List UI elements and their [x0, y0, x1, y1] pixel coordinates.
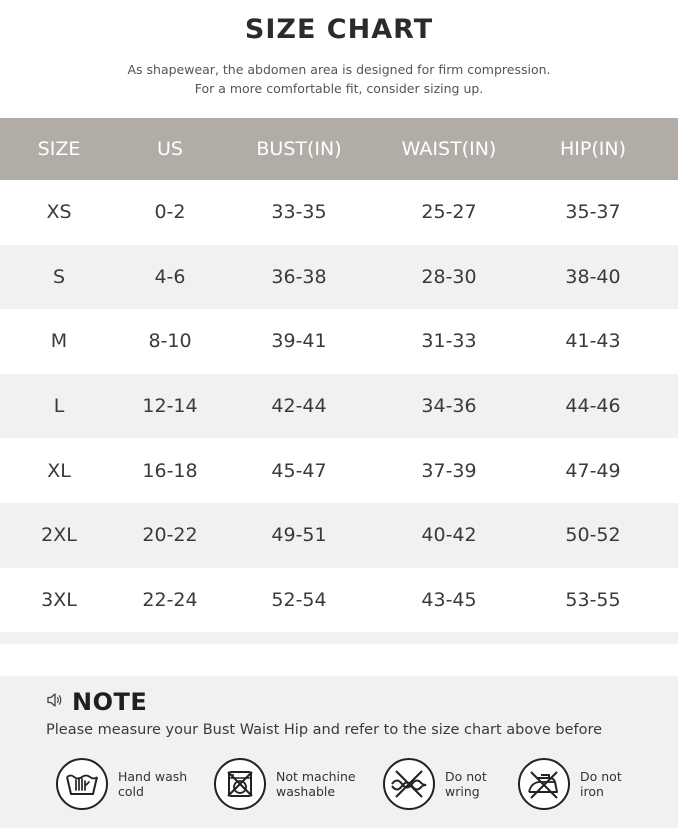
care-no-wring: [383, 758, 535, 810]
care-label-line1: Do not: [445, 769, 487, 784]
table-row: [0, 374, 678, 439]
note-heading: [46, 688, 147, 716]
cell-us: 22-24: [142, 588, 198, 611]
table-row: [0, 503, 678, 568]
cell-us: 20-22: [142, 524, 198, 547]
size-table: [0, 118, 678, 632]
care-label-line2: washable: [276, 784, 336, 799]
care-label-line1: Do not: [580, 769, 622, 784]
table-row: [0, 245, 678, 310]
cell-hip: 35-37: [565, 201, 621, 224]
no-machine-wash-icon: [214, 758, 266, 810]
divider-band: [0, 632, 678, 644]
cell-size: L: [53, 395, 65, 418]
speaker-icon: [46, 692, 64, 712]
care-label-line1: Hand wash: [118, 769, 188, 784]
cell-bust: 42-44: [271, 395, 327, 418]
cell-hip: 44-46: [565, 395, 621, 418]
note-text: Please measure your Bust Waist Hip and refer to the size chart above before: [46, 722, 603, 738]
note-panel: [0, 676, 678, 828]
note-title: NOTE: [72, 688, 148, 716]
care-no-machine-wash: [214, 758, 366, 810]
care-no-iron: [518, 758, 670, 810]
no-iron-icon: [518, 758, 570, 810]
cell-waist: 40-42: [421, 524, 477, 547]
table-row: [0, 180, 678, 245]
table-header-row: [0, 118, 678, 180]
care-label-line2: cold: [118, 784, 144, 799]
cell-size: S: [52, 265, 66, 288]
care-label-line1: Not machine: [276, 769, 356, 784]
cell-size: M: [50, 330, 68, 353]
table-row: [0, 568, 678, 633]
subtitle-line-2: For a more comfortable fit, consider sizing up.: [194, 81, 484, 96]
cell-bust: 33-35: [271, 201, 327, 224]
cell-bust: 49-51: [271, 524, 327, 547]
cell-size: 3XL: [41, 588, 77, 611]
cell-hip: 53-55: [565, 588, 621, 611]
cell-size: 2XL: [41, 524, 77, 547]
cell-bust: 36-38: [271, 265, 327, 288]
cell-hip: 47-49: [565, 459, 621, 482]
column-header-waist: WAIST(IN): [401, 138, 497, 160]
care-label-line2: iron: [580, 784, 604, 799]
column-header-size: SIZE: [37, 138, 81, 160]
page-title: SIZE CHART: [244, 14, 434, 45]
column-header-us: US: [157, 138, 183, 160]
cell-hip: 50-52: [565, 524, 621, 547]
no-wring-icon: [383, 758, 435, 810]
subtitle-line-1: As shapewear, the abdomen area is designed for firm compression.: [127, 62, 551, 77]
column-header-hip: HIP(IN): [560, 138, 626, 160]
cell-waist: 43-45: [421, 588, 477, 611]
cell-waist: 25-27: [421, 201, 477, 224]
table-row: [0, 438, 678, 503]
cell-hip: 41-43: [565, 330, 621, 353]
cell-bust: 52-54: [271, 588, 327, 611]
table-row: [0, 309, 678, 374]
cell-us: 8-10: [148, 330, 192, 353]
cell-waist: 28-30: [421, 265, 477, 288]
care-label-line2: wring: [445, 784, 480, 799]
cell-us: 0-2: [154, 201, 186, 224]
cell-size: XL: [47, 459, 71, 482]
cell-waist: 31-33: [421, 330, 477, 353]
cell-bust: 39-41: [271, 330, 327, 353]
cell-bust: 45-47: [271, 459, 327, 482]
cell-us: 12-14: [142, 395, 198, 418]
hand-wash-icon: [56, 758, 108, 810]
cell-waist: 37-39: [421, 459, 477, 482]
cell-waist: 34-36: [421, 395, 477, 418]
cell-us: 16-18: [142, 459, 198, 482]
care-hand-wash: [56, 758, 208, 810]
header: [0, 0, 678, 118]
cell-size: XS: [46, 201, 72, 224]
cell-hip: 38-40: [565, 265, 621, 288]
cell-us: 4-6: [154, 265, 186, 288]
column-header-bust: BUST(IN): [256, 138, 342, 160]
